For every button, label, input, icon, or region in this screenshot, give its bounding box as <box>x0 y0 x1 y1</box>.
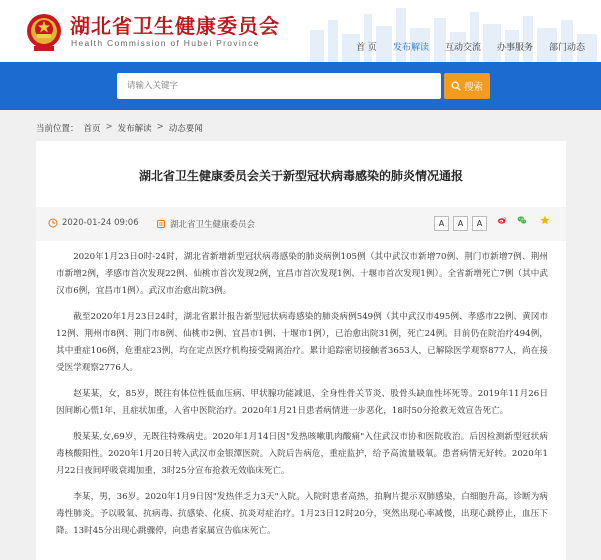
clock-icon <box>48 218 58 228</box>
nav-item-releases[interactable]: 发布解读 <box>392 43 429 53</box>
weibo-icon[interactable] <box>497 215 507 225</box>
article-paragraph: 李某，男，36岁。2020年1月9日因"发热伴乏力3天"入院。入院时患者高热，拍胸片提示双肺感染，白细胞升高，诊断为病毒性肺炎。予以吸氧、抗病毒、抗感染、化痰、抗炎对症治疗。1月23日12时20分，突然出现心率减慢，出现心跳停止，血压下降。13时45分出现心跳骤停，向患者家属宣告临床死亡。 <box>56 492 548 536</box>
nav-item-services[interactable]: 办事服务 <box>496 43 533 53</box>
article-body <box>56 249 548 549</box>
site-header <box>0 0 601 62</box>
breadcrumb-separator: > <box>156 122 164 132</box>
font-size-small-button[interactable]: A <box>472 216 487 231</box>
nav-item-interaction[interactable]: 互动交流 <box>444 43 481 53</box>
nav-item-department-news[interactable]: 部门动态 <box>548 43 585 53</box>
main-nav <box>348 40 593 53</box>
breadcrumb <box>36 122 203 134</box>
search-box <box>117 73 441 99</box>
search-button-label: 搜索 <box>463 82 483 93</box>
article-source-text: 湖北省卫生健康委员会 <box>170 220 256 230</box>
national-emblem-icon <box>26 12 62 52</box>
article-date-text: 2020-01-24 09:06 <box>62 218 139 228</box>
source-icon <box>156 219 166 229</box>
site-title: 湖北省卫生健康委员会 <box>70 14 280 38</box>
article-date <box>48 218 139 228</box>
search-input[interactable] <box>127 73 427 99</box>
breadcrumb-item-releases[interactable]: 发布解读 <box>117 124 152 134</box>
search-icon <box>451 81 461 91</box>
article-meta-bar <box>36 207 566 241</box>
breadcrumb-label: 当前位置： <box>36 124 79 134</box>
breadcrumb-separator: > <box>105 122 113 132</box>
article-card <box>36 141 566 560</box>
font-size-large-button[interactable]: A <box>434 216 449 231</box>
wechat-icon[interactable] <box>517 215 527 225</box>
breadcrumb-item-home[interactable]: 首页 <box>83 124 101 134</box>
search-button[interactable] <box>444 73 490 99</box>
article-title: 湖北省卫生健康委员会关于新型冠状病毒感染的肺炎情况通报 <box>138 169 463 183</box>
article-paragraph: 殷某某,女,69岁，无既往特殊病史。2020年1月14日因"发热咳嗽肌肉酸痛"入住武汉市协和医院收治。后因检测新型冠状病毒核酸阳性。2020年1月20日转入武汉市金银潭医院。入院后告病危，重症监护，给予高流量吸氧。患者病情无好转。2020年1月22日夜间呼吸衰竭加重，3时25分宣布抢救无效临床死亡。 <box>56 432 548 476</box>
article-paragraph: 赵某某，女，85岁，既往有体位性低血压病、甲状腺功能减退、全身性骨关节炎、股骨头缺血性坏死等。2019年11月26日因间断心慌1年，且症状加重，入省中医院治疗。2020年1月21日患者病情进一步恶化，18时50分抢救无效宣告死亡。 <box>56 389 548 416</box>
font-size-medium-button[interactable]: A <box>453 216 468 231</box>
breadcrumb-item-news[interactable]: 动态要闻 <box>168 124 203 134</box>
article-source <box>156 218 255 230</box>
article-paragraph: 2020年1月23日0时-24时，湖北省新增新型冠状病毒感染的肺炎病例105例（其中武汉市新增70例、荆门市新增7例、荆州市新增2例，孝感市首次发现22例、仙桃市首次发现2例，宜昌市首次发现1例、十堰市首次发现1例）。全省新增死亡7例（其中武汉市6例，宜昌市1例）。武汉市治愈出院3例。 <box>56 252 548 296</box>
site-subtitle: Health Commission of Hubei Province <box>71 38 260 48</box>
favorite-star-icon[interactable] <box>540 215 550 225</box>
nav-item-home[interactable]: 首 页 <box>356 43 377 53</box>
article-paragraph: 截至2020年1月23日24时，湖北省累计报告新型冠状病毒感染的肺炎病例549例（其中武汉市495例、孝感市22例、黄冈市12例、荆州市8例、荆门市8例、仙桃市2例、宜昌市1例、十堰市1例），已治愈出院31例，死亡24例。目前仍在院治疗494例，其中重症106例，危重症23例，均在定点医疗机构接受隔离治疗。累计追踪密切接触者3653人，已解除医学观察877人，尚在接受医学观察2776人。 <box>56 312 548 373</box>
